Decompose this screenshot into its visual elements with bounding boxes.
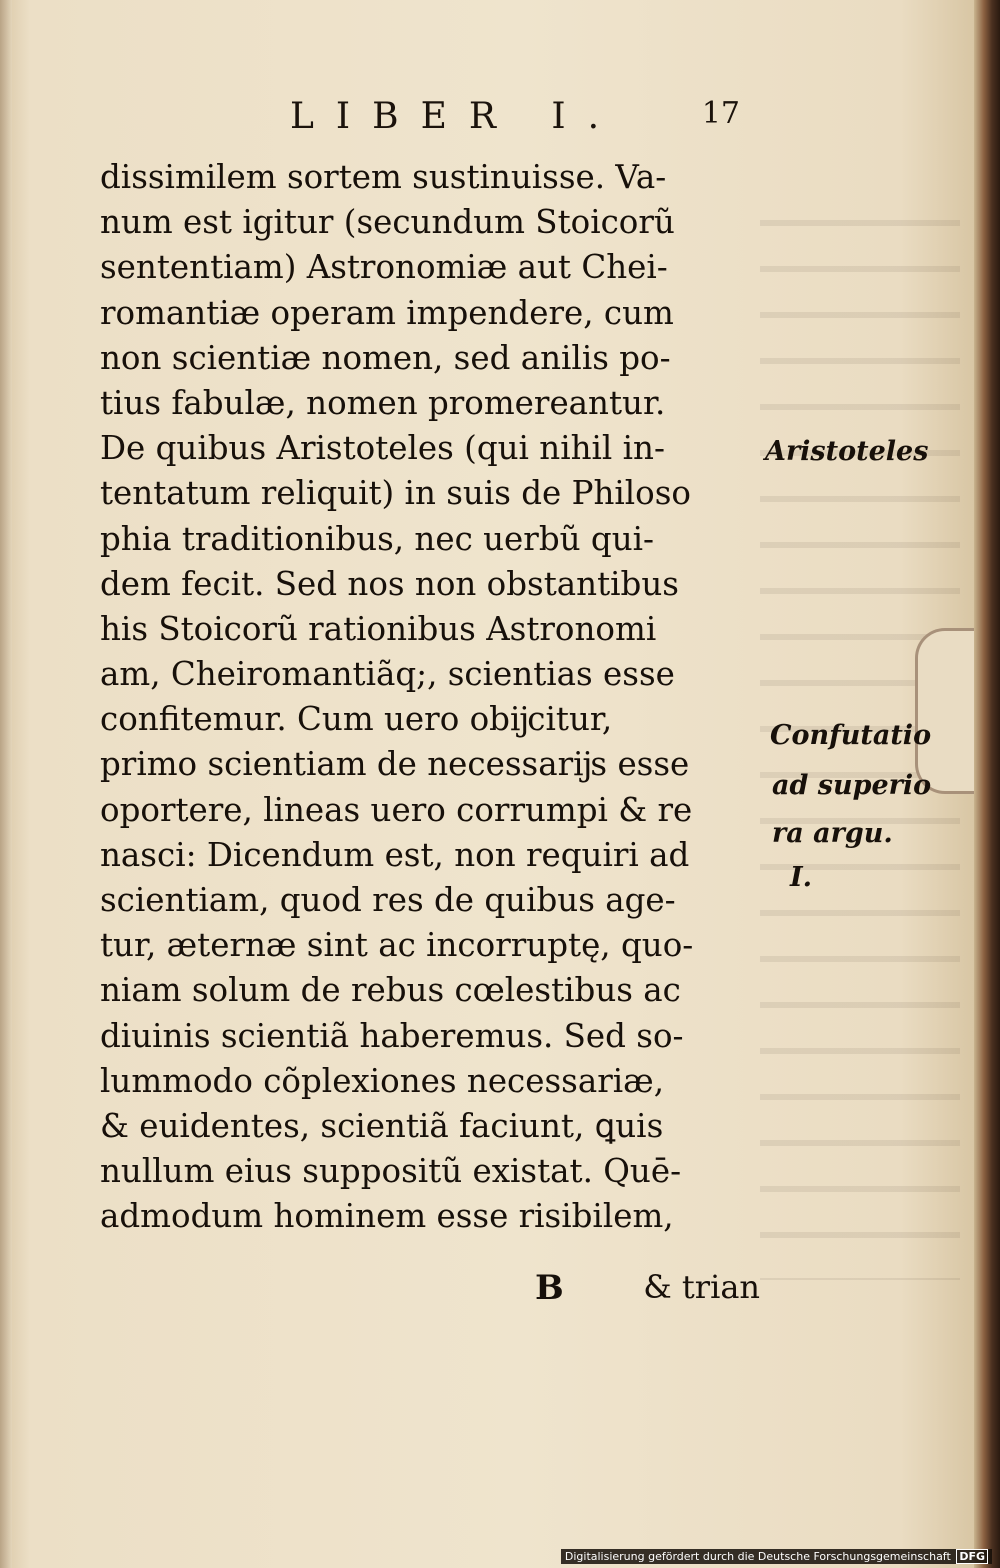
text-line: primo scientiam de necessarĳs esse: [100, 745, 690, 784]
margin-note-confutatio: I.: [790, 862, 813, 893]
body-text: [100, 155, 770, 1240]
page-header: [280, 96, 740, 146]
text-line: phia traditionibus, nec uerbũ qui-: [100, 519, 655, 558]
text-line: non scientiæ nomen, sed anilis po-: [100, 338, 671, 377]
text-line: tur, æternæ sint ac incorruptę, quo-: [100, 926, 694, 965]
page-gutter: [0, 0, 12, 1568]
text-line: nullum eius suppositũ existat. Quē-: [100, 1152, 682, 1191]
text-line: am, Cheiromantiãq;, scientias esse: [100, 655, 675, 694]
text-line: nasci: Dicendum est, non requiri ad: [100, 835, 690, 874]
text-line: scientiam, quod res de quibus age-: [100, 881, 676, 919]
page-number: 17: [701, 96, 740, 131]
dfg-logo: DFG: [956, 1549, 988, 1564]
margin-note-aristoteles: Aristoteles: [765, 436, 929, 467]
text-line: De quibus Aristoteles (qui nihil in-: [100, 429, 665, 468]
text-line: admodum hominem esse risibilem,: [100, 1197, 674, 1236]
text-line: tius fabulæ, nomen promereantur.: [100, 383, 666, 422]
book-edge: [974, 0, 1000, 1568]
signature-mark: B: [535, 1268, 564, 1308]
text-line: sententiam) Astronomiæ aut Chei-: [100, 248, 668, 287]
text-line: oportere, lineas uero corrumpi & re: [100, 790, 693, 829]
text-line: diuinis scientiã haberemus. Sed so-: [100, 1016, 684, 1055]
text-line: num est igitur (secundum Stoicorũ: [100, 203, 675, 242]
margin-note-confutatio: Confutatio: [770, 720, 932, 751]
text-line: his Stoicorũ rationibus Astronomi: [100, 609, 657, 648]
margin-note-confutatio: ra argu.: [772, 818, 893, 849]
text-line: niam solum de rebus cœlestibus ac: [100, 971, 681, 1010]
text-line: dem fecit. Sed nos non obstantibus: [100, 564, 679, 603]
catchword: & trian: [643, 1268, 760, 1306]
text-line: lummodo cõplexiones necessariæ,: [100, 1061, 665, 1100]
signature-line: [100, 1268, 760, 1318]
text-line: confitemur. Cum uero obĳcitur,: [100, 700, 613, 739]
text-line: tentatum reliquit) in suis de Philoso: [100, 474, 691, 513]
text-line: & euidentes, scientiã faciunt, ꝗuis: [100, 1106, 664, 1145]
running-head: LIBER I.: [290, 96, 622, 137]
margin-note-confutatio: ad superio: [772, 770, 932, 801]
credit-text: Digitalisierung gefördert durch die Deutsche Forschungsgemeinschaft: [564, 1550, 951, 1563]
text-line: romantiæ operam impendere, cum: [100, 293, 674, 332]
text-line: dissimilem sortem sustinuisse. Va-: [100, 158, 667, 196]
digitization-credit: [561, 1549, 992, 1564]
